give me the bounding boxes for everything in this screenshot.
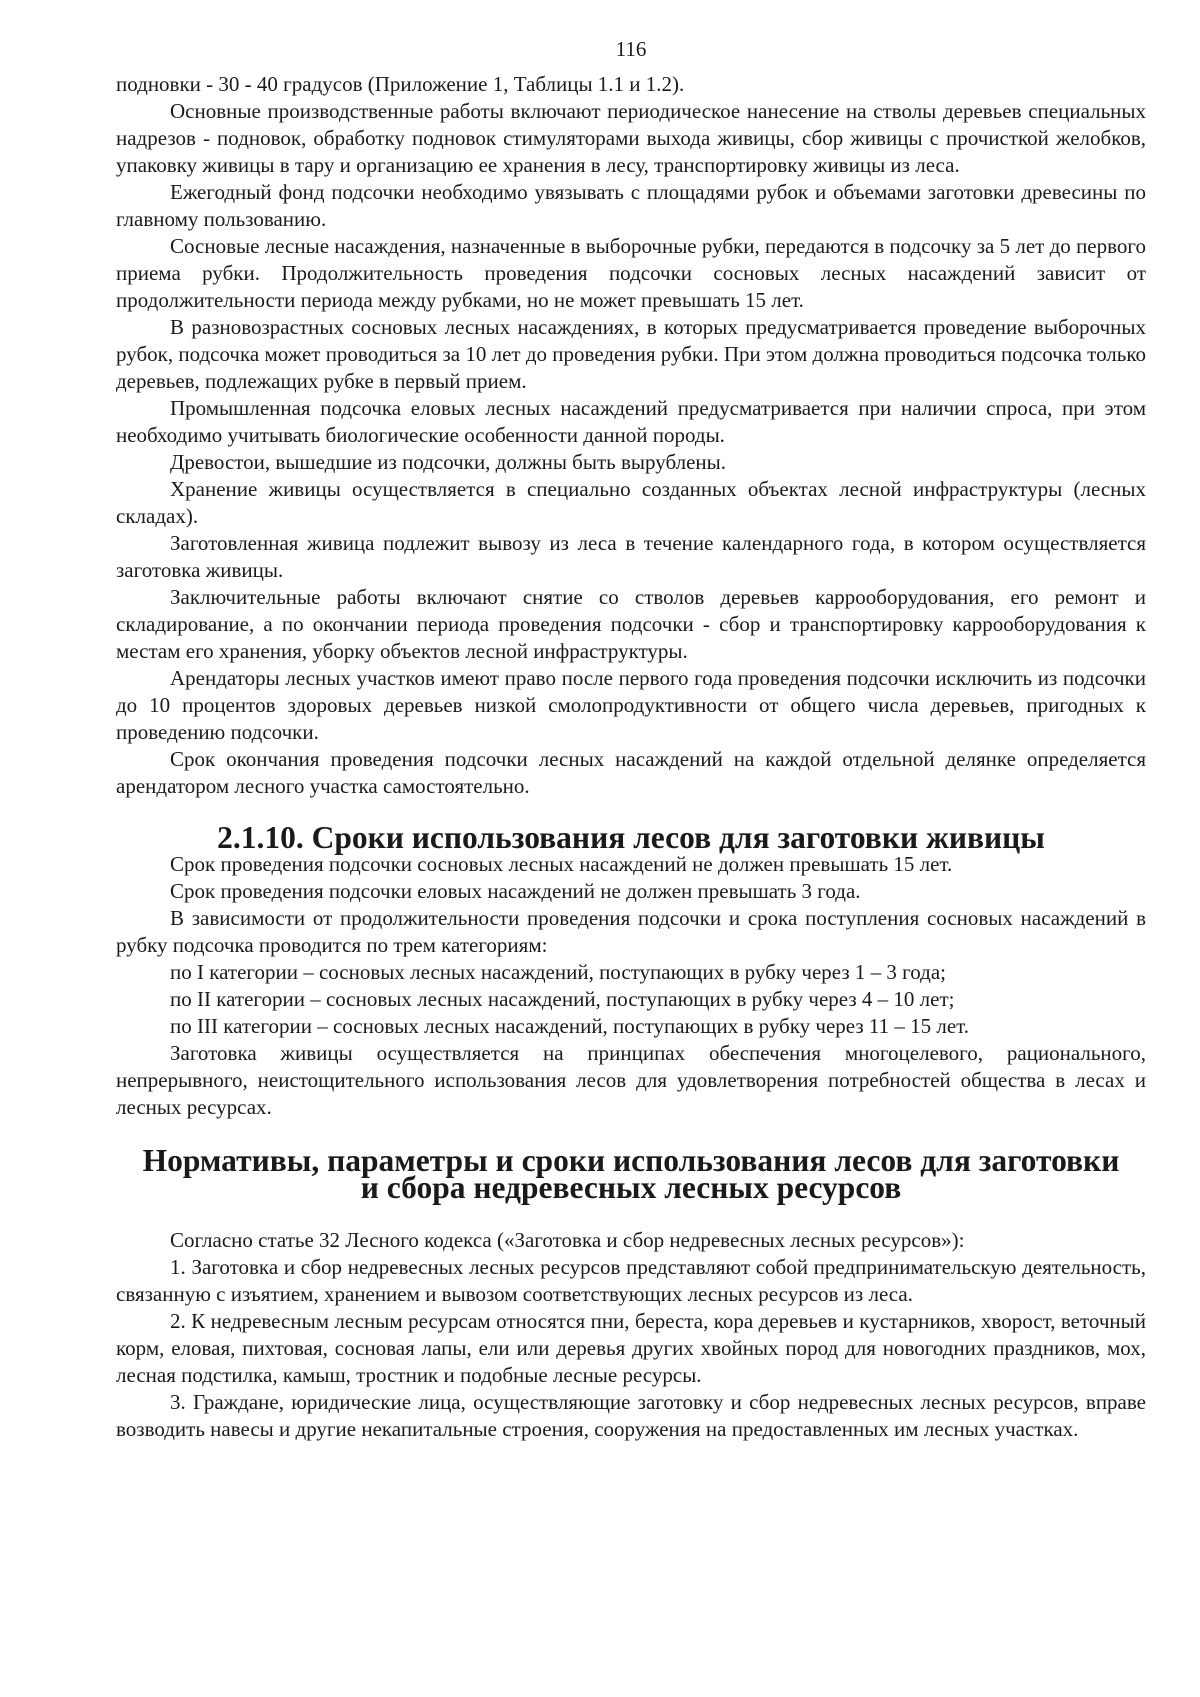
paragraph: 2. К недревесным лесным ресурсам относятся пни, береста, кора деревьев и кустарников, хворост, веточный корм, еловая, пихтовая, сосновая лапы, ели или деревья других хвойных пород для новогодних праздников, мох, лесная подстилка, камыш, тростник и подобные лесные ресурсы.	[116, 1309, 1146, 1387]
paragraph: В разновозрастных сосновых лесных насаждениях, в которых предусматривается проведение выборочных рубок, подсочка может проводиться за 10 лет до проведения рубки. При этом должна проводиться подсочка только деревьев, подлежащих рубке в первый прием.	[116, 315, 1146, 393]
paragraph: Срок окончания проведения подсочки лесных насаждений на каждой отдельной делянке определяется арендатором лесного участка самостоятельно.	[116, 747, 1146, 798]
paragraph: В зависимости от продолжительности проведения подсочки и срока поступления сосновых насаждений в рубку подсочка проводится по трем категориям:	[116, 906, 1146, 957]
document-page	[116, 36, 1146, 1443]
block-heading: Нормативы, параметры и сроки использования лесов для заготовки и сбора недревесных лесных ресурсов	[142, 1143, 1120, 1205]
paragraph: Сосновые лесные насаждения, назначенные в выборочные рубки, передаются в подсочку за 5 лет до первого приема рубки. Продолжительность проведения подсочки сосновых лесных насаждений зависит от продолжительности периода между рубками, но не может превышать 15 лет.	[116, 234, 1146, 312]
paragraph: Заключительные работы включают снятие со стволов деревьев каррооборудования, его ремонт и складирование, а по окончании периода проведения подсочки - сбор и транспортировку каррооборудования к местам его хранения, уборку объектов лесной инфраструктуры.	[116, 585, 1146, 663]
paragraph: 1. Заготовка и сбор недревесных лесных ресурсов представляют собой предпринимательскую деятельность, связанную с изъятием, хранением и вывозом соответствующих лесных ресурсов из леса.	[116, 1255, 1146, 1306]
paragraph: 3. Граждане, юридические лица, осуществляющие заготовку и сбор недревесных лесных ресурсов, вправе возводить навесы и другие некапитальные строения, сооружения на предоставленных им лесных участках.	[116, 1390, 1146, 1441]
page-number: 116	[615, 37, 647, 61]
paragraph: Заготовленная живица подлежит вывозу из леса в течение календарного года, в котором осуществляется заготовка живицы.	[116, 531, 1146, 582]
paragraph: Срок проведения подсочки сосновых лесных насаждений не должен превышать 15 лет.	[170, 852, 953, 876]
intro-continuation: подновки - 30 - 40 градусов (Приложение 1, Таблицы 1.1 и 1.2).	[116, 72, 685, 96]
paragraph: Согласно статье 32 Лесного кодекса («Заготовка и сбор недревесных лесных ресурсов»):	[170, 1228, 965, 1252]
subsection-resin-terms	[116, 851, 1146, 1121]
section-heading: 2.1.10. Сроки использования лесов для заготовки живицы	[217, 820, 1045, 855]
paragraph: Заготовка живицы осуществляется на принципах обеспечения многоцелевого, рационального, непрерывного, неистощительного использования лесов для удовлетворения потребностей общества в лесах и лесных ресурсах.	[116, 1041, 1146, 1119]
paragraph: Арендаторы лесных участков имеют право после первого года проведения подсочки исключить из подсочки до 10 процентов здоровых деревьев низкой смолопродуктивности от общего числа деревьев, пригодных к проведению подсочки.	[116, 666, 1146, 744]
paragraph: Ежегодный фонд подсочки необходимо увязывать с площадями рубок и объемами заготовки древесины по главному пользованию.	[116, 180, 1146, 231]
paragraph: Промышленная подсочка еловых лесных насаждений предусматривается при наличии спроса, при этом необходимо учитывать биологические особенности данной породы.	[116, 396, 1146, 447]
paragraph: Основные производственные работы включают периодическое нанесение на стволы деревьев специальных надрезов - подновок, обработку подновок стимуляторами выхода живицы, сбор живицы с прочисткой желобков, упаковку живицы в тару и организацию ее хранения в лесу, транспортировку живицы из леса.	[116, 99, 1146, 177]
paragraph: Хранение живицы осуществляется в специально созданных объектах лесной инфраструктуры (лесных складах).	[116, 477, 1146, 528]
subsection-non-wood-resources	[116, 1227, 1146, 1443]
subsection-resin-works	[116, 98, 1146, 800]
list-item: по I категории – сосновых лесных насаждений, поступающих в рубку через 1 – 3 года;	[170, 960, 946, 984]
list-item: по II категории – сосновых лесных насаждений, поступающих в рубку через 4 – 10 лет;	[170, 987, 955, 1011]
list-item: по III категории – сосновых лесных насаждений, поступающих в рубку через 11 – 15 лет.	[170, 1014, 970, 1038]
paragraph: Древостои, вышедшие из подсочки, должны быть вырублены.	[170, 450, 727, 474]
paragraph: Срок проведения подсочки еловых насаждений не должен превышать 3 года.	[170, 879, 861, 903]
